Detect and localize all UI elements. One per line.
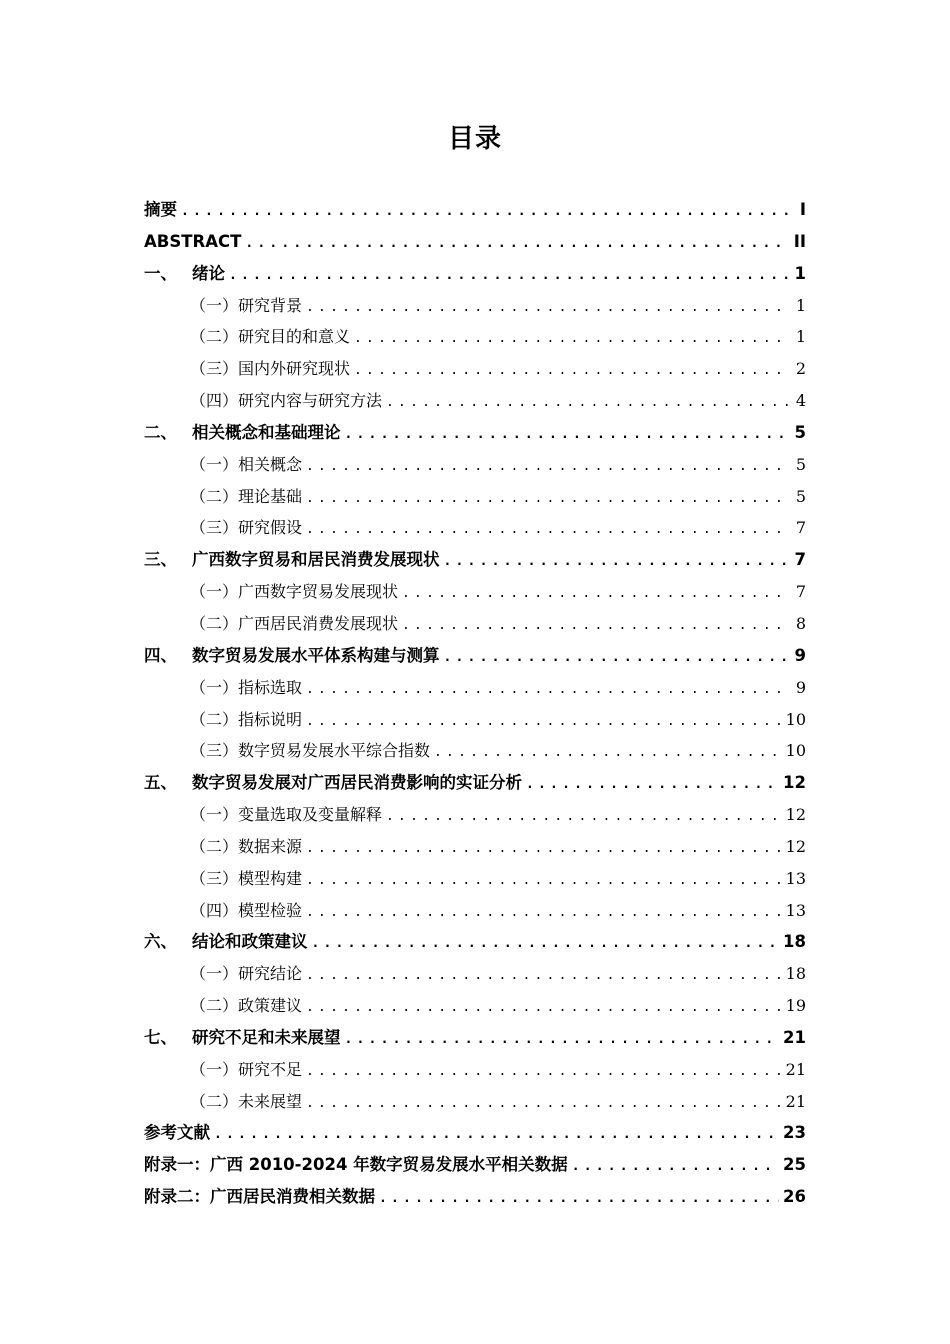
toc-dot-leader (386, 801, 782, 833)
toc-page-number: I (799, 200, 806, 219)
toc-dot-leader (245, 228, 788, 260)
toc-entry-chapter[interactable] (144, 640, 806, 672)
toc-entry-section[interactable] (144, 353, 806, 385)
toc-dot-leader (386, 387, 788, 419)
toc-page-number: 10 (785, 709, 806, 729)
toc-dot-leader (379, 1183, 779, 1215)
toc-entry-section[interactable] (144, 831, 806, 863)
toc-page-number: 2 (795, 359, 806, 379)
toc-dot-leader (444, 642, 789, 674)
toc-entry-title: （三）模型构建 (190, 868, 303, 888)
toc-page-number: 12 (785, 836, 806, 856)
toc-page-number: 21 (785, 1091, 806, 1111)
toc-entry-section[interactable] (144, 290, 806, 322)
toc-entry-number: 二、 (144, 422, 177, 442)
toc-page-number: 4 (795, 391, 806, 411)
toc-page-number: 25 (783, 1155, 806, 1175)
toc-dot-leader (306, 865, 782, 897)
toc-entry-title: 广西数字贸易和居民消费发展现状 (192, 550, 440, 570)
toc-entry-title: 摘要 (144, 200, 177, 219)
toc-entry-title: 相关概念和基础理论 (192, 422, 341, 442)
toc-dot-leader (444, 546, 789, 578)
toc-dot-leader (306, 1056, 782, 1088)
toc-dot-leader (402, 610, 788, 642)
toc-page-number: 9 (795, 677, 806, 697)
toc-entry-title: ABSTRACT (144, 231, 242, 251)
toc-dot-leader (354, 323, 788, 355)
toc-entry-section[interactable] (144, 672, 806, 704)
toc-entry-chapter[interactable] (144, 1149, 806, 1181)
toc-dot-leader (572, 1151, 779, 1183)
toc-page-number: 12 (785, 805, 806, 825)
toc-dot-leader (434, 737, 782, 769)
toc-dot-leader (306, 897, 782, 929)
toc-entry-title: 参考文献 (144, 1123, 210, 1143)
toc-entry-section[interactable] (144, 704, 806, 736)
toc-entry-chapter[interactable] (144, 258, 806, 290)
toc-entry-title: （一）研究背景 (190, 295, 303, 315)
toc-page-number: 9 (794, 645, 806, 665)
toc-entry-title: （三）国内外研究现状 (190, 359, 351, 379)
toc-page-number: 23 (783, 1123, 806, 1143)
toc-entry-section[interactable] (144, 576, 806, 608)
toc-dot-leader (181, 196, 788, 228)
toc-page-number: 1 (795, 295, 806, 315)
toc-entry-number: 三、 (144, 550, 177, 570)
toc-entry-section[interactable] (144, 512, 806, 544)
toc-entry-section[interactable] (144, 990, 806, 1022)
toc-entry-chapter[interactable] (144, 1181, 806, 1213)
toc-entry-title: （二）指标说明 (190, 709, 303, 729)
toc-entry-title: （一）研究结论 (190, 964, 303, 984)
toc-dot-leader (312, 928, 780, 960)
toc-dot-leader (306, 292, 788, 324)
toc-page-number: 1 (795, 327, 806, 347)
toc-page-number: 7 (795, 518, 806, 538)
toc-page-number: 18 (783, 932, 806, 952)
toc-entry-title: （二）数据来源 (190, 836, 303, 856)
toc-page-number: 5 (795, 486, 806, 506)
toc-entry-title: （三）数字贸易发展水平综合指数 (190, 741, 431, 761)
toc-entry-chapter[interactable] (144, 1022, 806, 1054)
toc-entry-title: （一）指标选取 (190, 677, 303, 697)
page-title: 目录 (447, 124, 502, 154)
toc-entry-section[interactable] (144, 481, 806, 513)
toc-dot-leader (306, 992, 782, 1024)
toc-dot-leader (214, 1119, 779, 1151)
toc-entry-section[interactable] (144, 895, 806, 927)
toc-entry-section[interactable] (144, 321, 806, 353)
table-of-contents (144, 194, 806, 1213)
toc-entry-section[interactable] (144, 449, 806, 481)
toc-entry-title: （一）广西数字贸易发展现状 (190, 582, 399, 602)
toc-entry-chapter[interactable] (144, 544, 806, 576)
toc-dot-leader (526, 769, 779, 801)
toc-entry-number: 一、 (144, 263, 177, 283)
toc-page-number: 5 (794, 422, 806, 442)
toc-entry-title: 数字贸易发展对广西居民消费影响的实证分析 (192, 773, 522, 793)
toc-entry-number: 七、 (144, 1027, 177, 1047)
toc-dot-leader (306, 451, 788, 483)
toc-page-number: 1 (794, 263, 806, 283)
toc-entry-section[interactable] (144, 1054, 806, 1086)
toc-page-number: 10 (785, 741, 806, 761)
toc-entry-title: （一）相关概念 (190, 454, 303, 474)
toc-page-number: 26 (783, 1187, 806, 1207)
toc-page-number: 18 (785, 964, 806, 984)
toc-dot-leader (306, 960, 782, 992)
toc-entry-title: （一）研究不足 (190, 1059, 303, 1079)
toc-page-number: 19 (785, 996, 806, 1016)
toc-dot-leader (306, 483, 788, 515)
toc-entry-title: （二）研究目的和意义 (190, 327, 351, 347)
toc-entry-section[interactable] (144, 799, 806, 831)
toc-entry-section[interactable] (144, 863, 806, 895)
toc-entry-title: 研究不足和未来展望 (192, 1027, 341, 1047)
toc-page-number: II (793, 231, 806, 251)
toc-entry-title: 附录二：广西居民消费相关数据 (144, 1187, 375, 1207)
toc-dot-leader (306, 833, 782, 865)
toc-entry-chapter[interactable] (144, 926, 806, 958)
toc-page-number: 7 (794, 550, 806, 570)
toc-entry-chapter[interactable] (144, 767, 806, 799)
toc-page-number: 13 (785, 900, 806, 920)
toc-entry-title: （四）研究内容与研究方法 (190, 391, 383, 411)
toc-entry-title: （四）模型检验 (190, 900, 303, 920)
toc-entry-title: （三）研究假设 (190, 518, 303, 538)
toc-page-number: 21 (783, 1027, 806, 1047)
toc-entry-title: （二）广西居民消费发展现状 (190, 613, 399, 633)
toc-dot-leader (345, 1024, 780, 1056)
toc-entry-chapter[interactable] (144, 226, 806, 258)
toc-entry-chapter[interactable] (144, 1117, 806, 1149)
toc-entry-title: 绪论 (192, 263, 225, 283)
toc-entry-chapter[interactable] (144, 417, 806, 449)
toc-entry-title: 结论和政策建议 (192, 932, 308, 952)
toc-entry-title: （一）变量选取及变量解释 (190, 805, 383, 825)
toc-dot-leader (306, 674, 788, 706)
toc-entry-title: （二）政策建议 (190, 996, 303, 1016)
toc-page-number: 5 (795, 454, 806, 474)
toc-dot-leader (354, 355, 788, 387)
toc-entry-title: 附录一：广西 2010-2024 年数字贸易发展水平相关数据 (144, 1155, 568, 1175)
toc-page-number: 8 (795, 613, 806, 633)
toc-entry-title: 数字贸易发展水平体系构建与测算 (192, 645, 440, 665)
toc-entry-chapter[interactable] (144, 194, 806, 226)
toc-dot-leader (306, 706, 782, 738)
toc-dot-leader (229, 260, 788, 292)
toc-entry-number: 六、 (144, 932, 177, 952)
toc-entry-section[interactable] (144, 608, 806, 640)
toc-dot-leader (345, 419, 789, 451)
toc-page-number: 7 (795, 582, 806, 602)
toc-dot-leader (402, 578, 788, 610)
toc-page-number: 21 (785, 1059, 806, 1079)
toc-entry-section[interactable] (144, 735, 806, 767)
toc-entry-section[interactable] (144, 385, 806, 417)
toc-entry-section[interactable] (144, 1086, 806, 1118)
toc-dot-leader (306, 1088, 782, 1120)
toc-entry-section[interactable] (144, 958, 806, 990)
toc-entry-title: （二）未来展望 (190, 1091, 303, 1111)
toc-entry-title: （二）理论基础 (190, 486, 303, 506)
toc-dot-leader (306, 514, 788, 546)
toc-page-number: 12 (783, 773, 806, 793)
toc-page-number: 13 (785, 868, 806, 888)
toc-entry-number: 四、 (144, 645, 177, 665)
toc-entry-number: 五、 (144, 773, 177, 793)
